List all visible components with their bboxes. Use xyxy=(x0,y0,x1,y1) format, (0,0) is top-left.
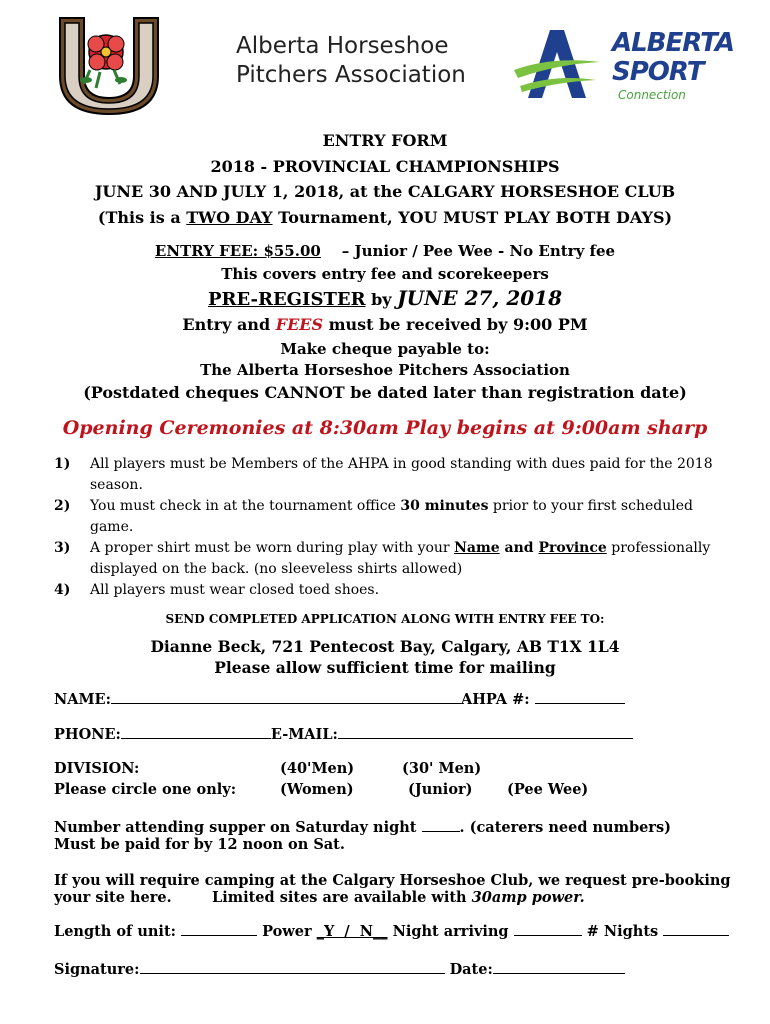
postdated-note: (Postdated cheques CANNOT be dated later than registration date) xyxy=(83,383,687,402)
division-40-men[interactable]: (40'Men) xyxy=(280,760,355,777)
signature-row xyxy=(54,961,625,978)
camping-power-note: 30amp power. xyxy=(471,889,585,906)
preregister-date: JUNE 27, 2018 xyxy=(397,286,562,310)
rule-text-post: professionally displayed on the back. (no sleeveless shirts allowed) xyxy=(90,540,711,577)
rule-item xyxy=(54,454,734,496)
rules-list xyxy=(54,454,734,601)
ahpa-field[interactable] xyxy=(535,691,625,704)
rule-number: 4) xyxy=(54,582,71,598)
power-options[interactable]: _Y / N__ xyxy=(316,923,388,940)
division-pee-wee[interactable]: (Pee Wee) xyxy=(507,781,589,798)
division-label: DIVISION: xyxy=(54,760,140,777)
camping-line2-pre: your site here. Limited sites are available with xyxy=(54,889,472,906)
received-pre: Entry and xyxy=(182,315,276,334)
division-women[interactable]: (Women) xyxy=(280,781,354,798)
form-title xyxy=(0,128,770,230)
rule-text-post: prior to your first scheduled game. xyxy=(90,498,693,535)
sponsor-line2: SPORT xyxy=(612,57,704,87)
date-label: Date: xyxy=(444,961,493,978)
camping-line2 xyxy=(54,889,585,906)
title-line1: ENTRY FORM xyxy=(322,131,448,150)
division-junior[interactable]: (Junior) xyxy=(408,781,473,798)
title-line4 xyxy=(0,205,770,231)
camping-line1: If you will require camping at the Calgary Horseshoe Club, we request pre-booking xyxy=(54,872,731,889)
title-line4-two-day: TWO DAY xyxy=(186,207,273,227)
ahpa-label: AHPA #: xyxy=(460,691,530,708)
supper-count-field[interactable] xyxy=(422,819,460,832)
title-line4-post: Tournament, YOU MUST PLAY BOTH DAYS) xyxy=(272,207,673,227)
rule-number: 1) xyxy=(54,456,71,472)
received-post: must be received by 9:00 PM xyxy=(323,315,588,334)
org-name-line2: Pitchers Association xyxy=(236,62,466,88)
length-label: Length of unit: xyxy=(54,923,182,940)
covers-line: This covers entry fee and scorekeepers xyxy=(221,265,549,283)
preregister-by: by xyxy=(365,290,398,309)
rule-item xyxy=(54,580,734,601)
name-label: NAME: xyxy=(54,691,111,708)
entry-fee-line xyxy=(0,240,770,262)
power-label: Power xyxy=(257,923,317,940)
phone-field[interactable] xyxy=(121,726,271,739)
email-label: E-MAIL: xyxy=(270,726,338,743)
rule-text-pre: A proper shirt must be worn during play with your xyxy=(90,540,455,556)
length-field[interactable] xyxy=(181,923,257,936)
rule-number: 2) xyxy=(54,498,71,514)
title-line4-pre: (This is a xyxy=(97,207,187,227)
camping-details-row xyxy=(54,923,729,940)
rule-item xyxy=(54,496,734,538)
signature-field[interactable] xyxy=(140,961,445,974)
phone-label: PHONE: xyxy=(54,726,121,743)
title-line2: 2018 - PROVINCIAL CHAMPIONSHIPS xyxy=(210,156,560,176)
email-field[interactable] xyxy=(338,726,633,739)
circle-label: Please circle one only: xyxy=(54,781,237,798)
rule-item xyxy=(54,538,734,580)
send-heading: SEND COMPLETED APPLICATION ALONG WITH ENTRY FEE TO: xyxy=(165,612,605,626)
rule-text: All players must be Members of the AHPA in good standing with dues paid for the 2018 season. xyxy=(90,456,713,493)
name-row xyxy=(54,691,625,708)
rule-text: All players must wear closed toed shoes. xyxy=(90,582,380,598)
date-field[interactable] xyxy=(493,961,625,974)
night-arriving-label: Night arriving xyxy=(387,923,514,940)
supper-line1 xyxy=(54,819,671,836)
received-line xyxy=(0,313,770,337)
received-fees: FEES xyxy=(275,315,324,334)
alberta-sport-logo xyxy=(512,26,734,106)
sponsor-line1: ALBERTA xyxy=(612,28,734,58)
rule-name: Name xyxy=(454,540,500,556)
night-arriving-field[interactable] xyxy=(514,923,582,936)
signature-label: Signature: xyxy=(54,961,140,978)
rule-province: Province xyxy=(538,540,607,556)
nights-field[interactable] xyxy=(663,923,729,936)
org-name xyxy=(236,32,466,90)
send-address: Dianne Beck, 721 Pentecost Bay, Calgary, AB T1X 1L4 xyxy=(150,637,620,656)
ahpa-logo xyxy=(50,14,168,118)
rule-and: and xyxy=(499,540,539,556)
phone-row xyxy=(54,726,633,743)
preregister-line xyxy=(0,285,770,313)
sponsor-line3: Connection xyxy=(618,88,686,102)
supper-label: Number attending supper on Saturday night xyxy=(54,819,422,836)
junior-fee: – Junior / Pee Wee - No Entry fee xyxy=(341,242,616,260)
opening-ceremonies: Opening Ceremonies at 8:30am Play begins at 9:00am sharp xyxy=(62,417,708,439)
entry-fee: ENTRY FEE: $55.00 xyxy=(154,242,321,260)
cheque-line2: The Alberta Horseshoe Pitchers Association xyxy=(200,361,570,379)
rule-text-bold: 30 minutes xyxy=(400,498,489,514)
supper-line2: Must be paid for by 12 noon on Sat. xyxy=(54,836,345,853)
rule-number: 3) xyxy=(54,540,71,556)
supper-note: . (caterers need numbers) xyxy=(459,819,671,836)
org-name-line1: Alberta Horseshoe xyxy=(236,33,449,59)
division-30-men[interactable]: (30' Men) xyxy=(402,760,482,777)
title-line3: JUNE 30 AND JULY 1, 2018, at the CALGARY HORSESHOE CLUB xyxy=(94,182,676,201)
send-allow: Please allow sufficient time for mailing xyxy=(214,658,556,677)
preregister-label: PRE-REGISTER xyxy=(207,289,366,310)
nights-label: # Nights xyxy=(581,923,664,940)
name-field[interactable] xyxy=(111,691,461,704)
rule-text-pre: You must check in at the tournament office xyxy=(90,498,401,514)
cheque-line1: Make cheque payable to: xyxy=(280,340,490,358)
